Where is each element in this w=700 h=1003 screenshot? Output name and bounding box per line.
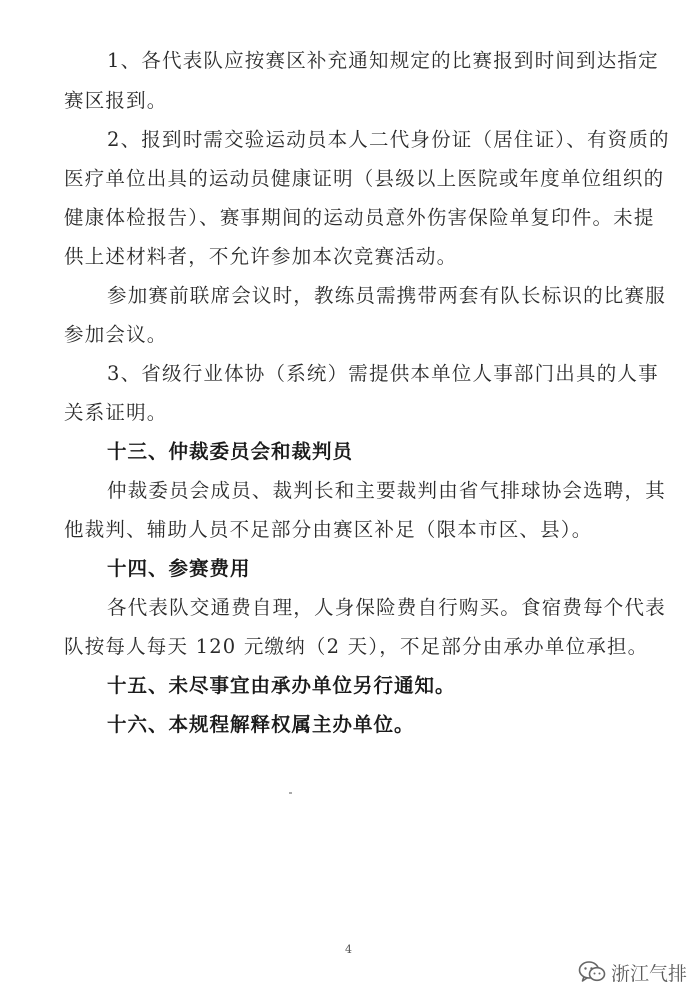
text-line: 供上述材料者，不允许参加本次竞赛活动。 bbox=[64, 245, 458, 268]
section-heading-15: 十五、未尽事宜由承办单位另行通知。 bbox=[107, 674, 456, 697]
text-line: 队按每人每天 120 元缴纳（2 天），不足部分由承办单位承担。 bbox=[64, 635, 649, 658]
text-line: 参加赛前联席会议时，教练员需携带两套有队长标识的比赛服 bbox=[107, 284, 666, 307]
section-heading-14: 十四、参赛费用 bbox=[107, 557, 251, 580]
text-line: 医疗单位出具的运动员健康证明（县级以上医院或年度单位组织的 bbox=[64, 167, 665, 190]
scan-speck bbox=[289, 792, 292, 794]
text-line: 参加会议。 bbox=[64, 323, 168, 346]
section-heading-16: 十六、本规程解释权属主办单位。 bbox=[107, 713, 415, 736]
section-heading-13: 十三、仲裁委员会和裁判员 bbox=[107, 440, 354, 463]
text-line: 仲裁委员会成员、裁判长和主要裁判由省气排球协会选聘，其 bbox=[107, 479, 666, 502]
wechat-watermark bbox=[578, 956, 687, 988]
text-line: 各代表队交通费自理，人身保险费自行购买。食宿费每个代表 bbox=[107, 596, 666, 619]
text-line: 他裁判、辅助人员不足部分由赛区补足（限本市区、县）。 bbox=[64, 518, 593, 541]
watermark-label: 浙江气排 bbox=[611, 962, 688, 985]
wechat-chat-bubble-icon bbox=[578, 960, 606, 984]
text-line: 赛区报到。 bbox=[64, 89, 168, 112]
text-line: 1、各代表队应按赛区补充通知规定的比赛报到时间到达指定 bbox=[107, 49, 659, 72]
text-line: 健康体检报告）、赛事期间的运动员意外伤害保险单复印件。未提 bbox=[64, 206, 655, 229]
text-line: 2、报到时需交验运动员本人二代身份证（居住证）、有资质的 bbox=[107, 128, 670, 151]
text-line: 3、省级行业体协（系统）需提供本单位人事部门出具的人事 bbox=[107, 362, 659, 385]
page-number: 4 bbox=[345, 943, 352, 956]
text-line: 关系证明。 bbox=[64, 401, 168, 424]
